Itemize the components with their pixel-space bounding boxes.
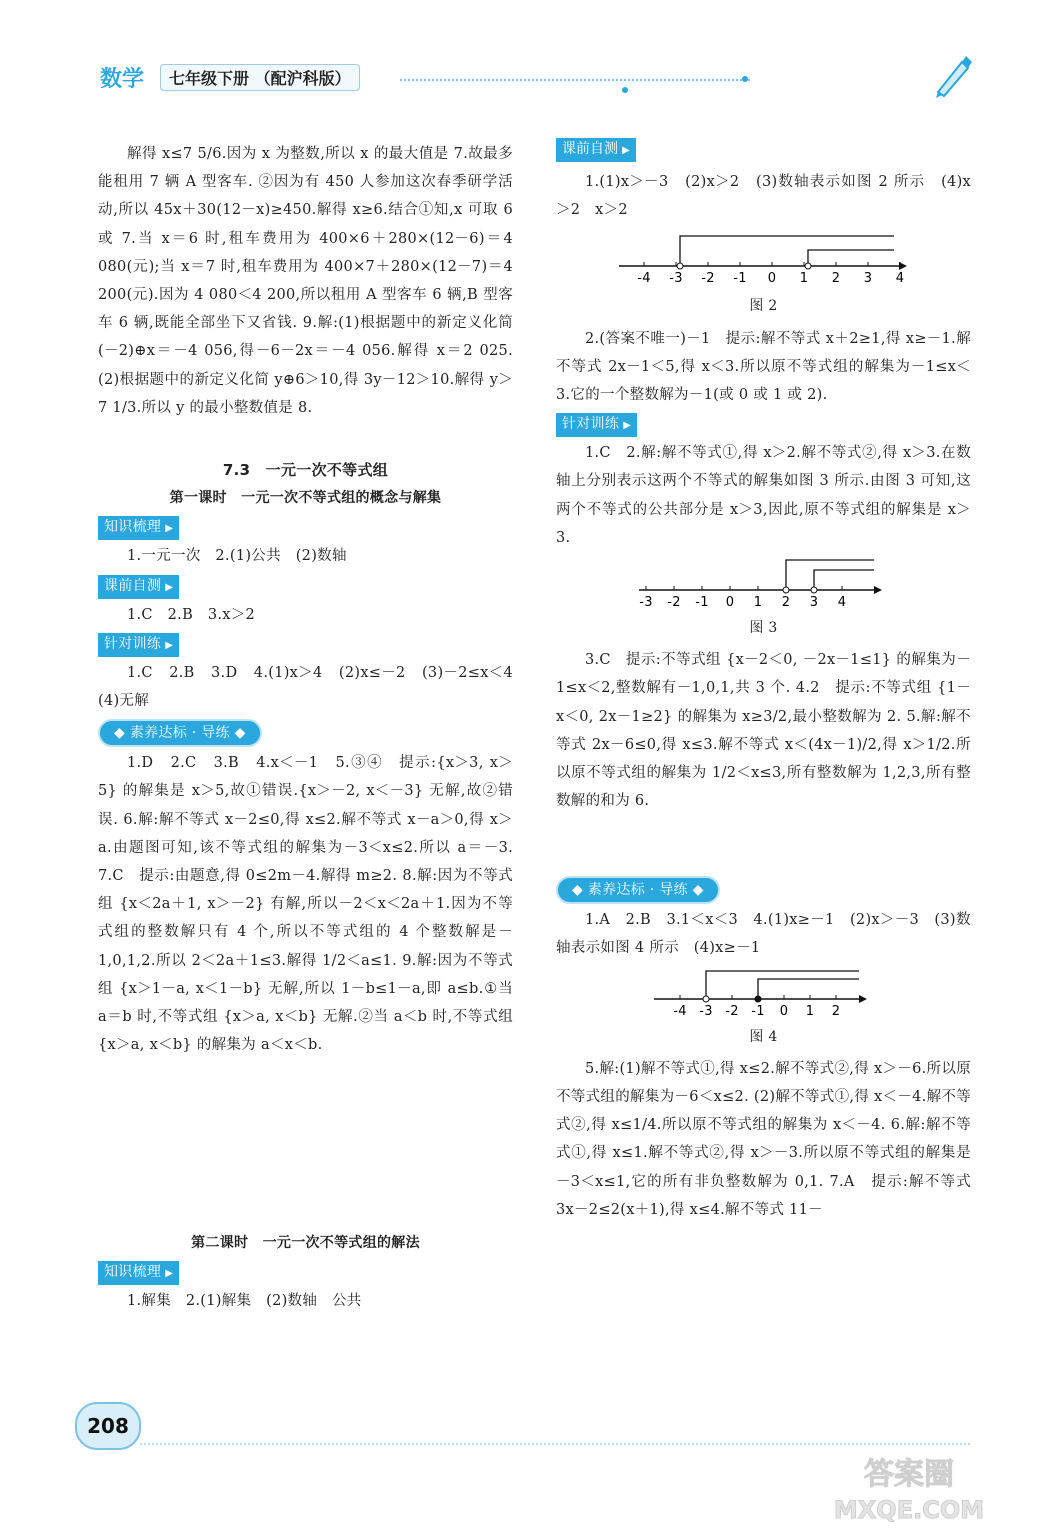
header-dot — [742, 76, 748, 82]
tick-label: -3 — [638, 595, 653, 611]
watermark-logo — [834, 1448, 984, 1528]
figure-caption: 图 2 — [749, 298, 778, 315]
subject-title: 数学 — [100, 67, 145, 92]
tick-label: -3 — [698, 1003, 713, 1019]
number-line-fig3 — [634, 554, 894, 614]
tick-label: 0 — [779, 1003, 788, 1019]
answer-line: 1.一元一次 2.(1)公共 (2)数轴 — [127, 548, 347, 565]
tick-label: -4 — [672, 1003, 687, 1019]
header-dot — [622, 87, 628, 93]
pill-literacy: ◆ 素养达标 · 导练 ◆ — [556, 876, 720, 904]
tick-label: -1 — [694, 595, 709, 611]
tick-label: 1 — [805, 1003, 814, 1019]
answer-paragraph: 5.解:(1)解不等式①,得 x≤2.解不等式②,得 x＞－6.所以原不等式组的解集为－6＜x≤2. (2)解不等式①,得 x＜－4.解不等式②,得 x≤1/4.所以原不等式组的解集为 x＜－4. 6.解:解不等式①,得 x≤1.解不等式②,得 x＞－3.所以原不等式组的解集是－3＜x≤1,它的所有非负整数解为 0,1. 7.A 提示:解不等式 3x－2≤2(x＋1),得 x≤4.解不等式 11－ — [556, 1060, 971, 1218]
page-number: 208 — [75, 1402, 141, 1450]
number-line-fig4 — [649, 965, 879, 1023]
answer-line: 1.C 2.B 3.x＞2 — [127, 606, 256, 623]
answer-paragraph: 1.A 2.B 3.1＜x＜3 4.(1)x≥－1 (2)x＞－3 (3)数轴表示如图 4 所示 (4)x≥－1 — [556, 912, 971, 957]
svg-text:MXQE.COM: MXQE.COM — [834, 1496, 984, 1524]
tick-label: 3 — [863, 271, 872, 287]
tick-label: -4 — [636, 271, 651, 287]
pen-icon — [930, 52, 976, 98]
right-column — [556, 168, 971, 1224]
tag-knowledge: 知识梳理 ▶ — [98, 1261, 179, 1285]
tick-label: -3 — [668, 271, 683, 287]
tick-label: 1 — [799, 271, 808, 287]
lesson-title: 第二课时 一元一次不等式组的解法 — [191, 1235, 420, 1252]
tag-pretest: 课前自测 ▶ — [556, 138, 636, 162]
tick-label: -1 — [732, 271, 747, 287]
tag-practice: 针对训练 ▶ — [556, 413, 637, 437]
answer-paragraph: 1.D 2.C 3.B 4.x＜－1 5.③④ 提示:{x＞3, x＞5} 的解集是 x＞5,故①错误.{x＞－2, x＜－3} 无解,故②错误. 6.解:解不等式 x－2≤0,得 x≤2.解不等式 x－a＞0,得 x＞a.由题图可知,该不等式组的解集为－3＜x≤2.所以 a＝－3. 7.C 提示:由题意,得 0≤2m－4.解得 m≥2. 8.解:因为不等式组 {x＜2a＋1, x＞－2} 有解,所以－2＜x＜2a＋1.因为不等式组的整数解只有 4 个,所以不等式组的 4 个整数解是－1,0,1,2.所以 2＜2a＋1≤3.解得 1/2＜a≤1. 9.解:因为不等式组 {x＞1－a, x＜1－b} 无解,所以 1－b≤1－a,即 a≤b.①当 a＝b 时,不等式组 {x＞a, x＜b} 无解.②当 a＜b 时,不等式组 {x＞a, x＜b} 的解集为 a＜x＜b. — [98, 755, 513, 1054]
footer-divider — [140, 1443, 970, 1445]
header-divider — [400, 79, 750, 81]
tag-knowledge: 知识梳理 ▶ — [98, 516, 179, 540]
answer-paragraph: 解得 x≤7 5/6.因为 x 为整数,所以 x 的最大值是 7.故最多能租用 7 辆 A 型客车. ②因为有 450 人参加这次春季研学活动,所以 45x＋30(12－x)≥450.解得 x≥6.结合①知,x 可取 6 或 7.当 x＝6 时,租车费用为 400×6＋280×(12－6)＝4 080(元);当 x＝7 时,租车费用为 400×7＋280×(12－7)＝4 200(元).因为 4 080＜4 200,所以租用 A 型客车 6 辆,B 型客车 6 辆,既能全部坐下又省钱. 9.解:(1)根据题中的新定义化简(－2)⊕x＝－4 056,得－6－2x＝－4 056.解得 x＝2 025. (2)根据题中的新定义化简 y⊕6＞10,得 3y－12＞10.解得 y＞7 1/3.所以 y 的最小整数值是 8. — [98, 146, 513, 416]
pill-literacy: ◆ 素养达标 · 导练 ◆ — [98, 719, 262, 747]
answer-paragraph: 3.C 提示:不等式组 {x－2＜0, －2x－1≤1} 的解集为－1≤x＜2,整数解有－1,0,1,共 3 个. 4.2 提示:不等式组 {1－x＜0, 2x－1≥2} 的解集为 x≥3/2,最小整数解为 2. 5.解:解不等式 2x－6≤0,得 x≤3.解不等式 x＜(4x－1)/2,得 x＞1/2.所以原不等式组的解集为 1/2＜x≤3,所有整数解为 1,2,3,所有整数解的和为 6. — [556, 652, 971, 810]
tick-label: -2 — [700, 271, 715, 287]
answer-paragraph: 1.C 2.B 3.D 4.(1)x＞4 (2)x≤－2 (3)－2≤x＜4 (4)无解 — [98, 664, 528, 710]
tick-label: 0 — [725, 595, 734, 611]
tick-label: -2 — [666, 595, 681, 611]
section-title: 7.3 一元一次不等式组 — [222, 461, 389, 479]
lesson-title: 第一课时 一元一次不等式组的概念与解集 — [169, 490, 442, 507]
tick-label: -1 — [750, 1003, 765, 1019]
tick-label: 4 — [837, 595, 846, 611]
figure-caption: 图 3 — [749, 620, 778, 637]
grade-label: 七年级下册 （配沪科版） — [160, 64, 360, 91]
left-column — [98, 140, 528, 1316]
answer-line: 1.解集 2.(1)解集 (2)数轴 公共 — [127, 1293, 362, 1310]
tag-practice: 针对训练 ▶ — [98, 633, 179, 657]
tag-pretest: 课前自测 ▶ — [98, 575, 179, 599]
answer-paragraph: 1.C 2.解:解不等式①,得 x＞2.解不等式②,得 x＞3.在数轴上分别表示这两个不等式的解集如图 3 所示.由图 3 可知,这两个不等式的公共部分是 x＞3,因此,原不等式组的解集是 x＞3. — [556, 445, 971, 546]
tick-label: 0 — [767, 271, 776, 287]
tick-label: -2 — [724, 1003, 739, 1019]
figure-caption: 图 4 — [749, 1028, 778, 1045]
tick-label: 2 — [831, 1003, 840, 1019]
number-line-fig2 — [614, 226, 914, 292]
tick-label: 2 — [781, 595, 790, 611]
answer-paragraph: 1.(1)x＞－3 (2)x＞2 (3)数轴表示如图 2 所示 (4)x＞2 x＞2 — [556, 174, 971, 219]
svg-text:答案圈: 答案圈 — [864, 1457, 954, 1492]
answer-paragraph: 2.(答案不唯一)－1 提示:解不等式 x＋2≥1,得 x≥－1.解不等式 2x－1＜5,得 x＜3.所以原不等式组的解集为－1≤x＜3.它的一个整数解为－1(或 0 或 1 或 2). — [556, 330, 971, 404]
tick-label: 4 — [895, 271, 904, 287]
tick-label: 1 — [753, 595, 762, 611]
tick-label: 2 — [831, 271, 840, 287]
tick-label: 3 — [809, 595, 818, 611]
